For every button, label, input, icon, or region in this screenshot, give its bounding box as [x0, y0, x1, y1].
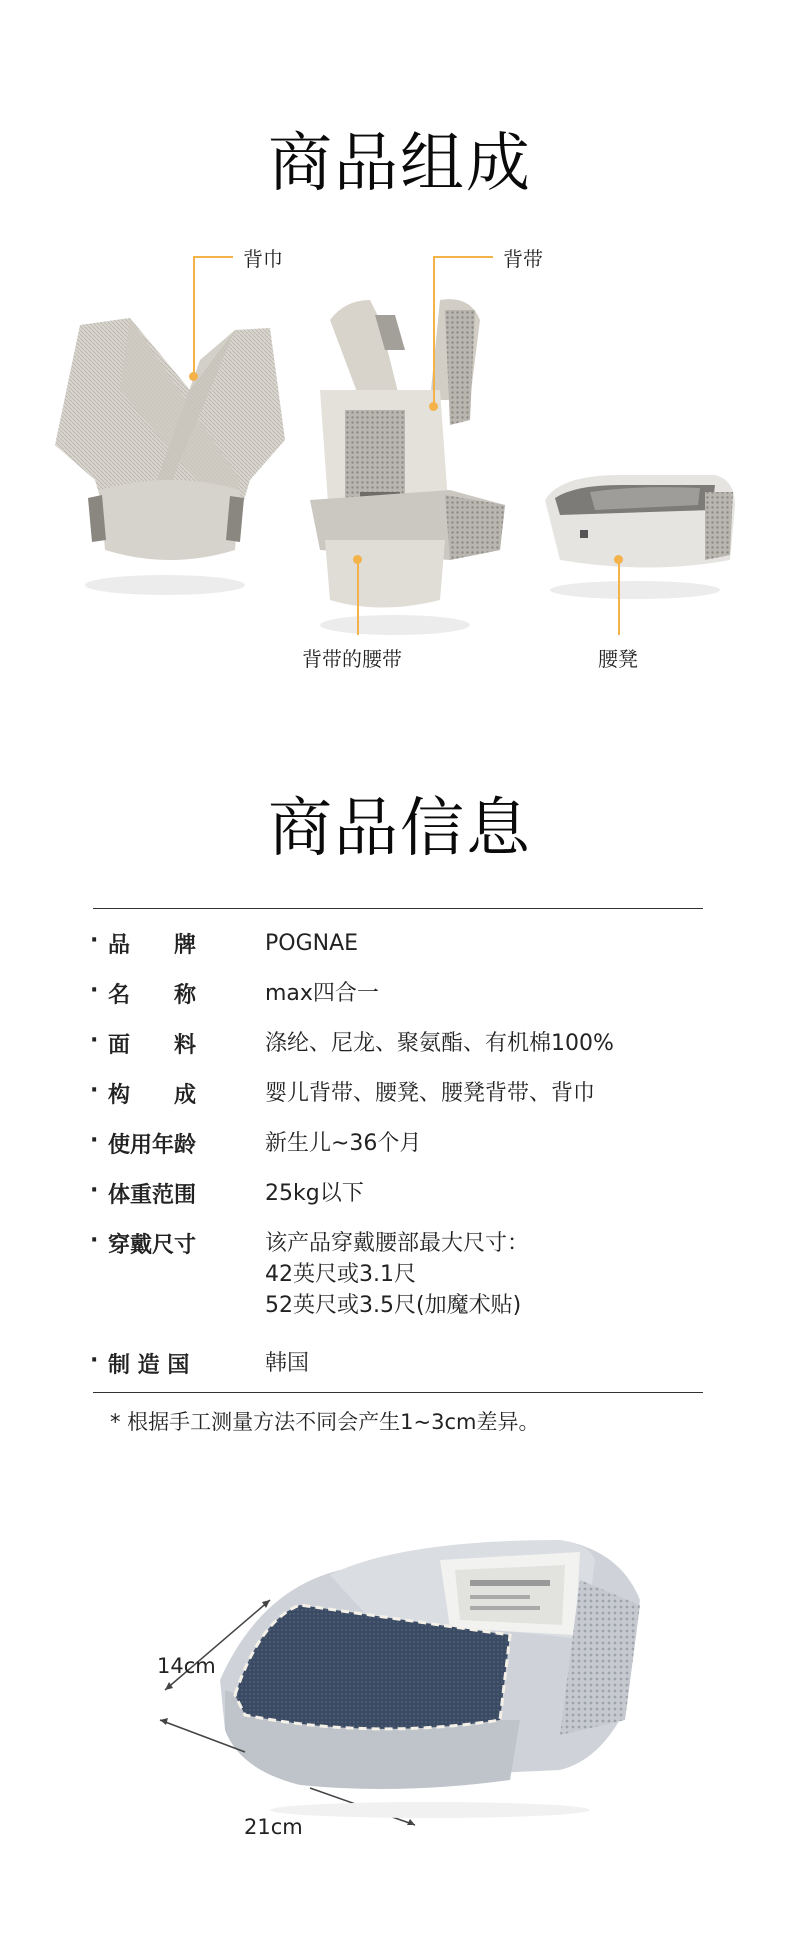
- hip-seat-leader-v: [618, 560, 620, 635]
- row-key: 品 牌: [108, 933, 197, 958]
- row-value: 韩国: [265, 1351, 310, 1376]
- row-value: 25kg以下: [265, 1181, 364, 1206]
- carrier-label: 背带: [503, 247, 543, 271]
- sling-dot: [189, 372, 198, 381]
- row-key: 穿戴尺寸: [108, 1233, 197, 1258]
- sling-leader-h: [193, 256, 233, 258]
- row-value: 新生儿~36个月: [265, 1131, 422, 1156]
- row-key: 名 称: [108, 983, 197, 1008]
- carrier-waistband-label: 背带的腰带: [302, 647, 402, 671]
- hip-seat-label: 腰凳: [598, 647, 638, 671]
- row-key: 使用年龄: [108, 1133, 197, 1158]
- row-value: 涤纶、尼龙、聚氨酯、有机棉100%: [265, 1031, 614, 1056]
- sling-leader-v: [193, 256, 195, 376]
- waistband-leader-v: [357, 560, 359, 635]
- row-key: 面 料: [108, 1033, 197, 1058]
- row-bullet: ·: [90, 1178, 99, 1203]
- carrier-leader-h: [433, 256, 493, 258]
- row-value: max四合一: [265, 981, 379, 1006]
- row-value: 婴儿背带、腰凳、腰凳背带、背巾: [265, 1081, 596, 1106]
- carrier-leader-v: [433, 256, 435, 406]
- hip-seat-image: [545, 475, 735, 599]
- size-line-3: 52英尺或3.5尺(加魔术贴): [265, 1293, 522, 1318]
- measurement-note: * 根据手工测量方法不同会产生1~3cm差异。: [110, 1410, 540, 1434]
- table-bottom-rule: [93, 1392, 703, 1393]
- row-key: 体重范围: [108, 1183, 197, 1208]
- row-value: POGNAE: [265, 931, 359, 956]
- row-bullet: ·: [90, 1228, 99, 1253]
- sling-label: 背巾: [243, 247, 283, 271]
- row-value-multiline: [265, 1228, 705, 1321]
- hip-seat-dimension-illustration: [0, 1520, 800, 1900]
- product-components-illustration: [0, 230, 800, 870]
- height-dimension-label: 14cm: [157, 1654, 216, 1678]
- row-bullet: ·: [90, 1348, 99, 1373]
- carrier-dot: [429, 402, 438, 411]
- row-bullet: ·: [90, 978, 99, 1003]
- row-key: 制 造 国: [108, 1353, 190, 1378]
- carrier-image: [310, 299, 505, 635]
- row-bullet: ·: [90, 1128, 99, 1153]
- row-key: 构 成: [108, 1083, 197, 1108]
- table-top-rule: [93, 908, 703, 909]
- width-dimension-label: 21cm: [244, 1815, 303, 1839]
- size-line-2: 42英尺或3.1尺: [265, 1262, 416, 1287]
- row-bullet: ·: [90, 1078, 99, 1103]
- size-line-1: 该产品穿戴腰部最大尺寸：: [265, 1231, 530, 1256]
- sling-image: [55, 318, 285, 595]
- row-bullet: ·: [90, 928, 99, 953]
- row-bullet: ·: [90, 1028, 99, 1053]
- info-title: 商品信息: [268, 792, 532, 866]
- composition-title: 商品组成: [268, 127, 532, 201]
